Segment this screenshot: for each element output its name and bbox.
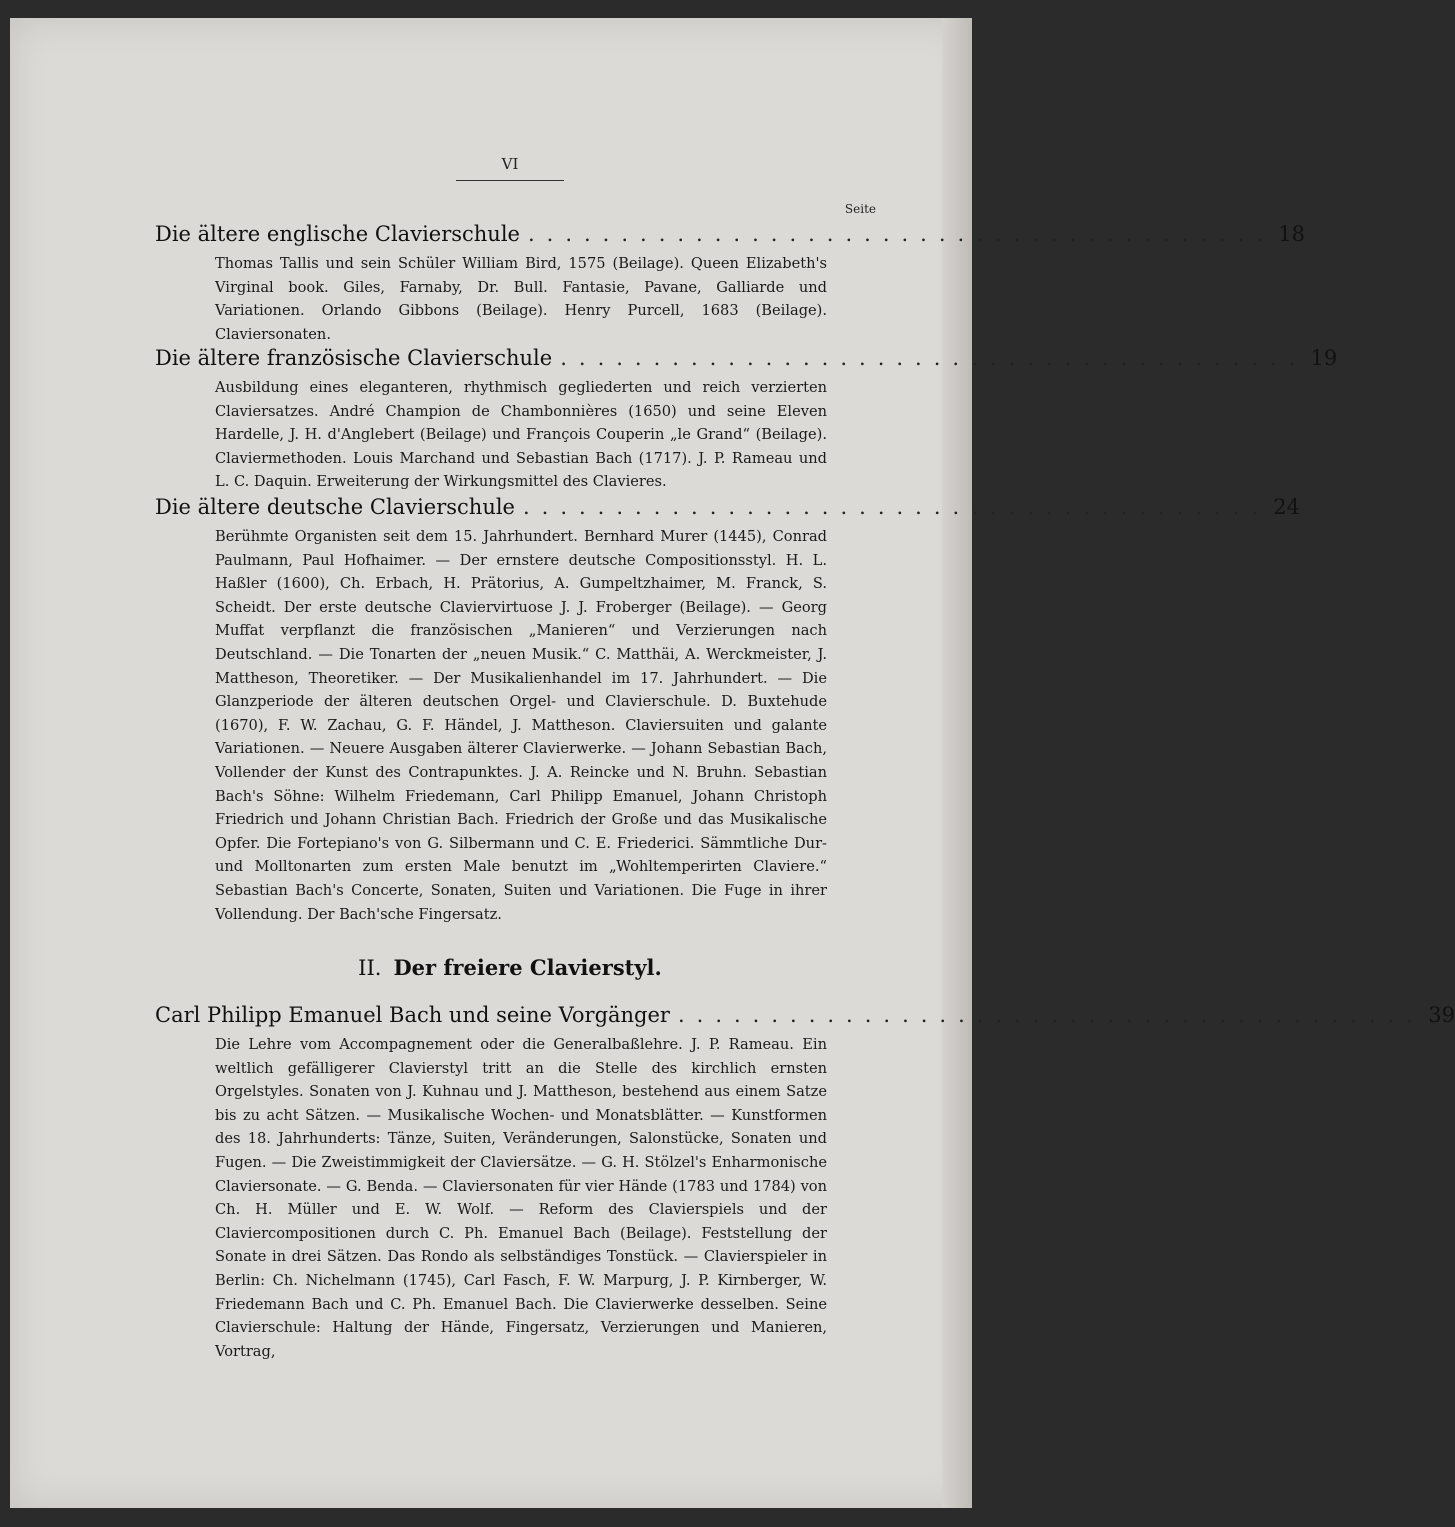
toc-entry-description: Thomas Tallis und sein Schüler William Bird, 1575 (Beilage). Queen Elizabeth's Virginal book. Giles, Farnaby, Dr. Bull. Fantasie, Pavane, Galliarde und Variationen. Orlando Gibbons (Beilage). Henry Purcell, 1683 (Beilage). Claviersonaten. [215, 255, 827, 343]
toc-entry-description: Berühmte Organisten seit dem 15. Jahrhundert. Bernhard Murer (1445), Conrad Paulmann, Paul Hofhaimer. — Der ernstere deutsche Compositionsstyl. H. L. Haßler (1600), Ch. Erbach, H. Prätorius, A. Gumpeltzhaimer, M. Franck, S. Scheidt. Der erste deutsche Claviervirtuose J. J. Froberger (Beilage). — Georg Muffat verpflanzt die französischen „Manieren“ und Verzierungen nach Deutschland. — Die Tonarten der „neuen Musik.“ C. Matthäi, A. Werckmeister, J. Mattheson, Theoretiker. — Der Musikalienhandel im 17. Jahrhundert. — Die Glanzperiode der älteren deutschen Orgel- und Clavierschule. D. Buxtehude (1670), F. W. Zachau, G. F. Händel, J. Mattheson. Claviersuiten und galante Variationen. — Neuere Ausgaben älterer Clavierwerke. — Johann Sebastian Bach, Vollender der Kunst des Contrapunktes. J. A. Reincke und N. Bruhn. Sebastian Bach's Söhne: Wilhelm Friedemann, Carl Philipp Emanuel, Johann Christoph Friedrich und Johann Christian Bach. Friedrich der Große und das Musikalische Opfer. Die Fortepiano's von G. Silbermann und C. E. Friederici. Sämmtliche Dur- und Molltonarten zum ersten Male benutzt im „Wohltemperirten Claviere.“ Sebastian Bach's Concerte, Sonaten, Suiten und Variationen. Die Fuge in ihrer Vollendung. Der Bach'sche Fingersatz. [215, 528, 827, 923]
page-column-label: Seite [844, 202, 876, 216]
leader-dots: ........................................ [522, 495, 1270, 519]
toc-entry-cpe-bach [155, 1003, 1455, 1363]
toc-entry-english [155, 222, 1305, 346]
header-rule [456, 180, 564, 181]
leader-dots: ........................................ [527, 222, 1275, 246]
toc-entry-french [155, 346, 1338, 494]
toc-entry-title: Die ältere französische Clavierschule [155, 346, 553, 370]
section-title: Der freiere Clavierstyl. [393, 955, 662, 980]
toc-entry-title: Die ältere englische Clavierschule [155, 222, 520, 246]
leader-dots: ........................................ [560, 346, 1308, 370]
section-heading [0, 955, 1020, 980]
page-header-numeral: VI [501, 155, 519, 173]
toc-entry-page: 18 [1278, 222, 1305, 246]
toc-entry-page: 39 [1428, 1003, 1455, 1027]
section-number: II. [358, 956, 382, 980]
toc-entry-title: Carl Philipp Emanuel Bach und seine Vorgänger [155, 1003, 670, 1027]
toc-entry-description: Ausbildung eines eleganteren, rhythmisch gegliederten und reich verzierten Claviersatzes. André Champion de Chambonnières (1650) und seine Eleven Hardelle, J. H. d'Anglebert (Beilage) und François Couperin „le Grand“ (Beilage). Claviermethoden. Louis Marchand und Sebastian Bach (1717). J. P. Rameau und L. C. Daquin. Erweiterung der Wirkungsmittel des Clavieres. [215, 379, 827, 491]
toc-entry-german [155, 495, 1300, 926]
toc-entry-page: 24 [1273, 495, 1300, 519]
toc-entry-page: 19 [1310, 346, 1338, 370]
toc-entry-title: Die ältere deutsche Clavierschule [155, 495, 515, 519]
toc-entry-description: Die Lehre vom Accompagnement oder die Generalbaßlehre. J. P. Rameau. Ein weltlich gefälligerer Clavierstyl tritt an die Stelle des kirchlich ernsten Orgelstyles. Sonaten von J. Kuhnau und J. Mattheson, bestehend aus einem Satze bis zu acht Sätzen. — Musikalische Wochen- und Monatsblätter. — Kunstformen des 18. Jahrhunderts: Tänze, Suiten, Veränderungen, Salonstücke, Sonaten und Fugen. — Die Zweistimmigkeit der Claviersätze. — G. H. Stölzel's Enharmonische Claviersonate. — G. Benda. — Claviersonaten für vier Hände (1783 und 1784) von Ch. H. Müller und E. W. Wolf. — Reform des Clavierspiels und der Claviercompositionen durch C. Ph. Emanuel Bach (Beilage). Feststellung der Sonate in drei Sätzen. Das Rondo als selbständiges Tonstück. — Clavierspieler in Berlin: Ch. Nichelmann (1745), Carl Fasch, F. W. Marpurg, J. P. Kirnberger, W. Friedemann Bach und C. Ph. Emanuel Bach. Die Clavierwerke desselben. Seine Clavierschule: Haltung der Hände, Fingersatz, Verzierungen und Manieren, Vortrag, [215, 1036, 827, 1360]
leader-dots: ........................................ [677, 1003, 1425, 1027]
